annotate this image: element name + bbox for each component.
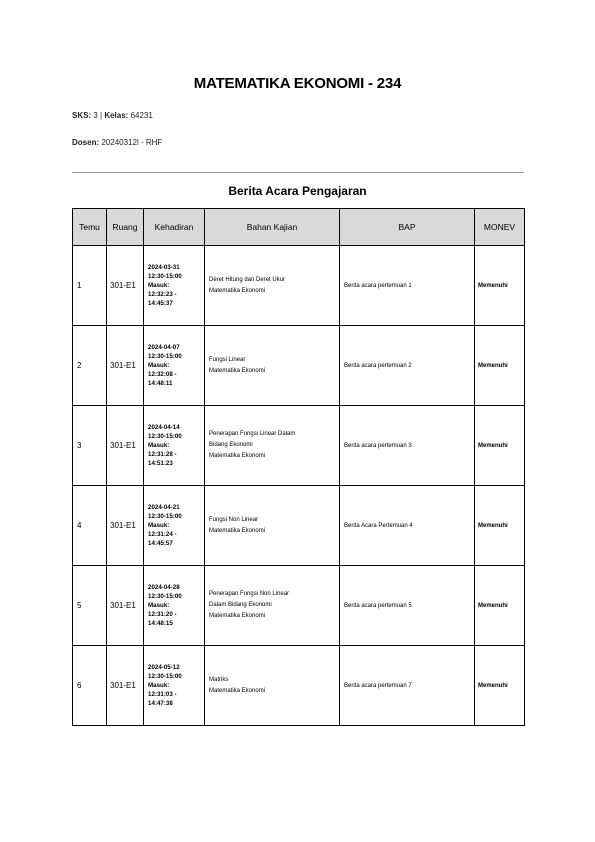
topic-line: Matematika Ekonomi — [209, 527, 266, 534]
attendance-line: 14:48:11 — [148, 380, 173, 387]
attendance-line: 12:30-15:00 — [148, 513, 182, 520]
col-header-monev: MONEV — [475, 209, 525, 246]
course-info — [72, 111, 153, 120]
attendance-line: Masuk: — [148, 522, 170, 529]
topic-line: Fungsi Linear — [209, 356, 246, 363]
table-row — [73, 406, 525, 486]
topic-line: Deret Hitung dan Deret Ukur — [209, 276, 286, 283]
attendance-line: 12:30-15:00 — [148, 273, 182, 280]
lecturer-info — [72, 138, 162, 147]
page-title: MATEMATIKA EKONOMI - 234 — [193, 75, 402, 92]
cell-temu: 2 — [73, 326, 107, 406]
cell-temu: 5 — [73, 566, 107, 646]
cell-ruang: 301-E1 — [107, 566, 144, 646]
attendance-line: Masuk: — [148, 442, 170, 449]
table-row — [73, 566, 525, 646]
attendance-line: 12:30-15:00 — [148, 673, 182, 680]
cell-ruang: 301-E1 — [107, 486, 144, 566]
table-row — [73, 246, 525, 326]
attendance-line: 2024-04-07 — [148, 344, 180, 351]
attendance-line: 2024-04-28 — [148, 584, 180, 591]
attendance-line: 12:30-15:00 — [148, 353, 182, 360]
attendance-line: 14:45:37 — [148, 300, 173, 307]
cell-ruang: 301-E1 — [107, 646, 144, 726]
topic-line: Matriks — [209, 676, 229, 683]
table-row — [73, 326, 525, 406]
topic-line: Matematika Ekonomi — [209, 613, 266, 619]
attendance-line: 14:48:15 — [148, 620, 173, 627]
cell-bahan-kajian — [205, 406, 340, 486]
cell-monev: Memenuhi — [475, 646, 525, 726]
topic-line: Matematika Ekonomi — [209, 687, 266, 694]
attendance-line: 2024-03-31 — [148, 264, 180, 271]
cell-bap: Berita acara pertemuan 1 — [340, 246, 475, 326]
cell-temu: 6 — [73, 646, 107, 726]
col-header-kehadiran: Kehadiran — [144, 209, 205, 246]
attendance-line: 2024-04-14 — [148, 424, 180, 431]
topic-line: Dalam Bidang Ekonomi — [209, 602, 272, 608]
topic-line: Matematika Ekonomi — [209, 367, 266, 374]
attendance-line: 12:31:20 - — [148, 611, 177, 618]
divider — [72, 172, 524, 173]
cell-monev: Memenuhi — [475, 326, 525, 406]
cell-kehadiran — [144, 566, 205, 646]
cell-monev: Memenuhi — [475, 406, 525, 486]
topic-line: Fungsi Non Linear — [209, 516, 259, 523]
dosen-label: Dosen: — [72, 138, 100, 147]
sks-value: 3 | — [91, 111, 105, 120]
cell-ruang: 301-E1 — [107, 246, 144, 326]
col-header-bahan-kajian: Bahan Kajian — [205, 209, 340, 246]
cell-temu: 4 — [73, 486, 107, 566]
cell-bahan-kajian — [205, 566, 340, 646]
attendance-line: Masuk: — [148, 282, 170, 289]
kelas-value: 64231 — [128, 111, 153, 120]
attendance-line: 14:45:57 — [148, 540, 173, 547]
kelas-label: Kelas: — [104, 111, 129, 120]
cell-bap: Berita Acara Pertemuan 4 — [340, 486, 475, 566]
cell-bap: Berita acara pertemuan 2 — [340, 326, 475, 406]
cell-bap: Berita acara pertemuan 5 — [340, 566, 475, 646]
topic-line: Matematika Ekonomi — [209, 453, 266, 459]
cell-bahan-kajian — [205, 326, 340, 406]
attendance-line: 12:30-15:00 — [148, 433, 182, 440]
topic-line: Bidang Ekonomi — [209, 442, 253, 448]
cell-kehadiran — [144, 486, 205, 566]
table-row — [73, 646, 525, 726]
bap-table — [72, 208, 525, 726]
attendance-line: 12:32:23 - — [148, 291, 177, 298]
cell-kehadiran — [144, 406, 205, 486]
table-header-row — [73, 209, 525, 246]
table-row — [73, 486, 525, 566]
col-header-temu: Temu — [73, 209, 107, 246]
attendance-line: 12:32:08 - — [148, 371, 177, 378]
attendance-line: 12:30-15:00 — [148, 593, 182, 600]
attendance-line: Masuk: — [148, 362, 170, 369]
cell-bahan-kajian — [205, 646, 340, 726]
sks-label: SKS: — [72, 111, 92, 120]
col-header-bap: BAP — [340, 209, 475, 246]
cell-bap: Berita acara pertemuan 3 — [340, 406, 475, 486]
section-title: Berita Acara Pengajaran — [228, 184, 367, 198]
dosen-value: 20240312l - RHF — [99, 138, 163, 147]
topic-line: Penerapan Fungsi Non Linear — [209, 591, 290, 597]
cell-temu: 1 — [73, 246, 107, 326]
attendance-line: 2024-05-12 — [148, 664, 180, 671]
attendance-line: 12:31:24 - — [148, 531, 177, 538]
attendance-line: 14:51:23 — [148, 460, 173, 467]
attendance-line: 2024-04-21 — [148, 504, 180, 511]
col-header-ruang: Ruang — [107, 209, 144, 246]
cell-monev: Memenuhi — [475, 566, 525, 646]
attendance-line: 12:31:28 - — [148, 451, 177, 458]
attendance-line: Masuk: — [148, 682, 170, 689]
attendance-line: Masuk: — [148, 602, 170, 609]
cell-monev: Memenuhi — [475, 486, 525, 566]
cell-bahan-kajian — [205, 486, 340, 566]
cell-ruang: 301-E1 — [107, 406, 144, 486]
cell-bahan-kajian — [205, 246, 340, 326]
cell-monev: Memenuhi — [475, 246, 525, 326]
cell-ruang: 301-E1 — [107, 326, 144, 406]
cell-temu: 3 — [73, 406, 107, 486]
topic-line: Penerapan Fungsi Linear Dalam — [209, 431, 296, 437]
cell-kehadiran — [144, 246, 205, 326]
cell-kehadiran — [144, 646, 205, 726]
attendance-line: 12:31:03 - — [148, 691, 177, 698]
topic-line: Matematika Ekonomi — [209, 287, 266, 294]
attendance-line: 14:47:38 — [148, 700, 173, 707]
cell-kehadiran — [144, 326, 205, 406]
cell-bap: Berita acara pertemuan 7 — [340, 646, 475, 726]
